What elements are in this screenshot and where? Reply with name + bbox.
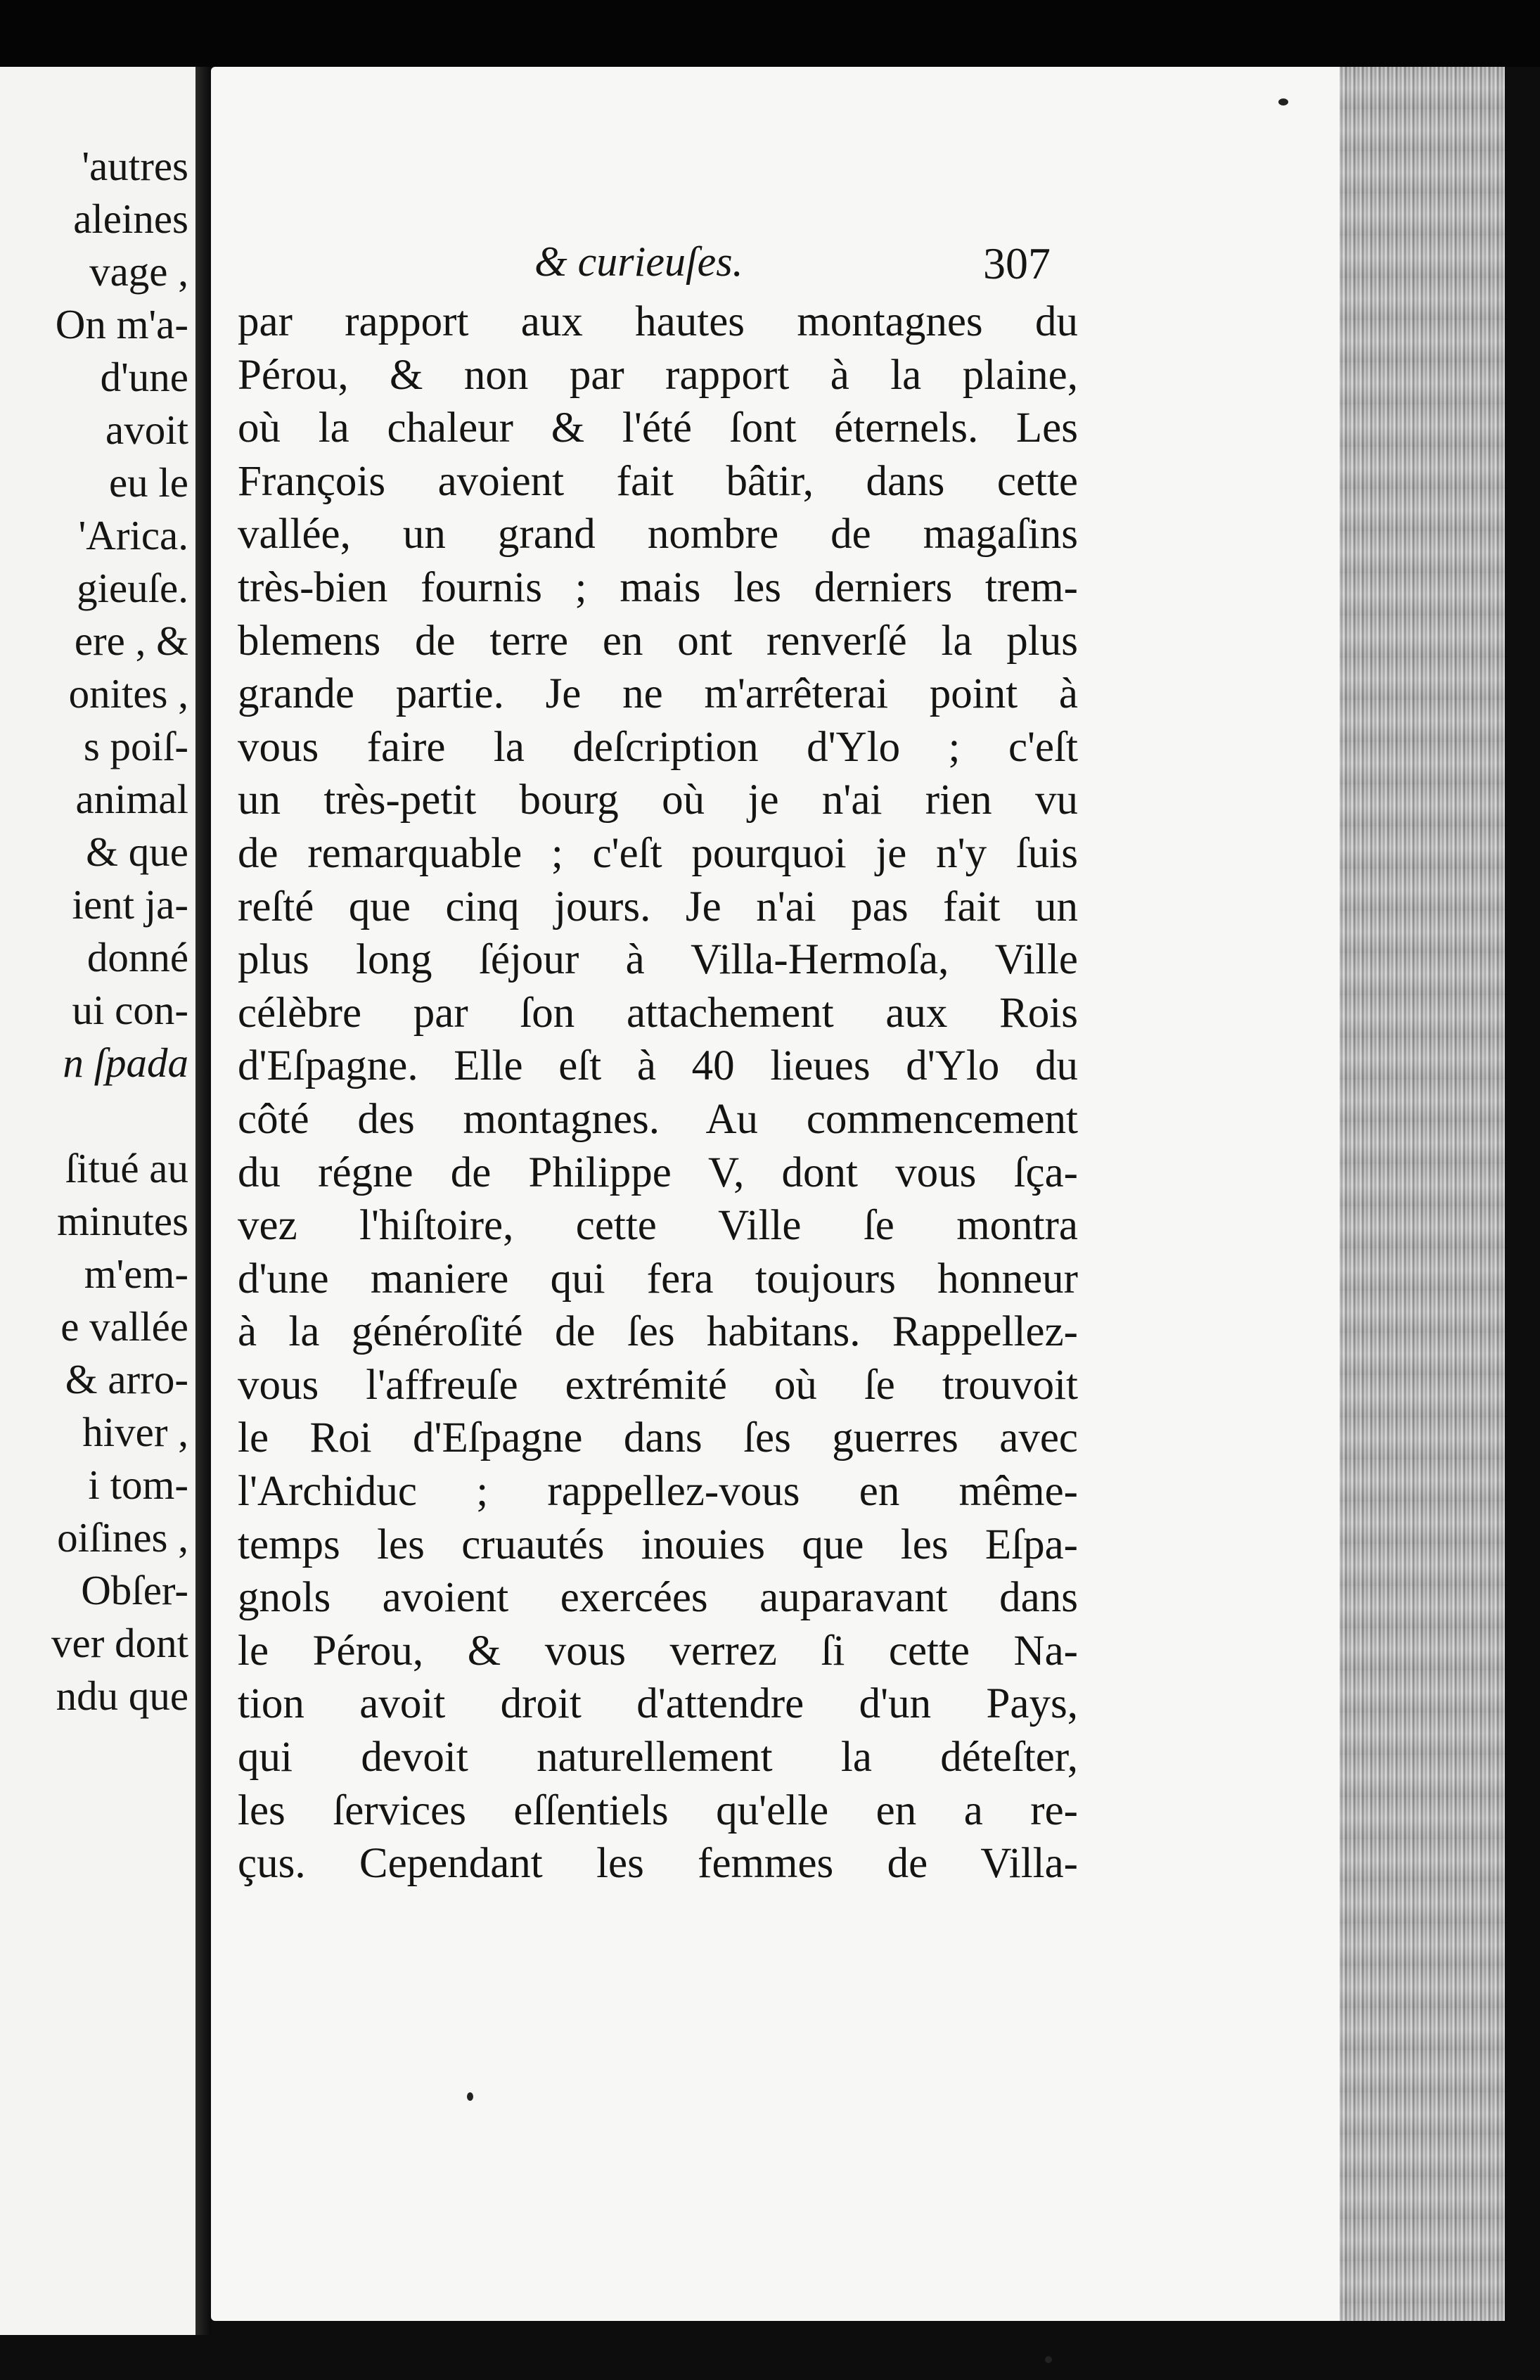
text-line: d'Eſpagne. Elle eſt à 40 lieues d'Ylo du [238, 1042, 1078, 1090]
text-line: qui devoit naturellement la déteſter, [238, 1734, 1078, 1781]
facing-line: ere , & [74, 618, 188, 664]
text-line: de remarquable ; c'eſt pourquoi je n'y ſuis [238, 829, 1078, 877]
facing-line: onites , [68, 670, 188, 717]
facing-line: & que [86, 828, 188, 875]
facing-line: hiver , [82, 1409, 188, 1455]
facing-line: ſitué au [65, 1145, 188, 1191]
text-line: Pérou, & non par rapport à la plaine, [238, 351, 1078, 399]
text-line: vous l'affreuſe extrémité où ſe trouvoit [238, 1361, 1078, 1409]
facing-line: Obſer- [81, 1567, 188, 1613]
facing-line: ndu que [56, 1672, 188, 1719]
facing-line: minutes [57, 1198, 188, 1244]
text-line: reſté que cinq jours. Je n'ai pas fait un [238, 883, 1078, 930]
facing-line: animal [75, 776, 188, 822]
text-line: gnols avoient exercées auparavant dans [238, 1574, 1078, 1622]
text-line: célèbre par ſon attachement aux Rois [238, 989, 1078, 1037]
book-gutter [195, 67, 211, 2335]
text-line: un très-petit bourg où je n'ai rien vu [238, 776, 1078, 824]
facing-line: ient ja- [72, 881, 188, 928]
text-line: vez l'hiſtoire, cette Ville ſe montra [238, 1202, 1078, 1250]
text-line: vallée, un grand nombre de magaſins [238, 511, 1078, 558]
facing-line: 'Arica. [78, 512, 188, 558]
facing-line: vage , [89, 248, 188, 295]
facing-line: eu le [108, 459, 188, 506]
text-line: çus. Cependant les femmes de Villa- [238, 1840, 1078, 1888]
facing-line: d'une [100, 354, 188, 400]
scan-speck [1045, 2356, 1052, 2363]
scan-speck [1278, 98, 1288, 105]
facing-line: ui con- [72, 987, 188, 1033]
facing-line: oiſines , [57, 1514, 188, 1561]
scan-speck [467, 2092, 473, 2101]
text-line: le Pérou, & vous verrez ſi cette Na- [238, 1627, 1078, 1675]
text-line: vous faire la deſcription d'Ylo ; c'eſt [238, 723, 1078, 771]
page-number: 307 [983, 238, 1051, 288]
text-line: temps les cruautés inouies que les Eſpa- [238, 1521, 1078, 1568]
body-text [238, 295, 1078, 1890]
facing-page [0, 67, 195, 2335]
text-line: où la chaleur & l'été ſont éternels. Les [238, 404, 1078, 452]
facing-line: avoit [105, 407, 188, 453]
text-line: plus long ſéjour à Villa-Hermoſa, Ville [238, 936, 1078, 984]
text-line: blemens de terre en ont renverſé la plus [238, 617, 1078, 665]
text-line: les ſervices eſſentiels qu'elle en a re- [238, 1786, 1078, 1834]
text-line: grande partie. Je ne m'arrêterai point à [238, 670, 1078, 718]
text-line: d'une maniere qui fera toujours honneur [238, 1255, 1078, 1303]
facing-line: aleines [73, 196, 188, 242]
facing-line: 'autres [82, 143, 188, 189]
facing-line: ver dont [51, 1620, 188, 1666]
text-line: à la généroſité de ſes habitans. Rappellez- [238, 1308, 1078, 1356]
text-line: tion avoit droit d'attendre d'un Pays, [238, 1680, 1078, 1728]
text-line: très-bien fournis ; mais les derniers trem- [238, 563, 1078, 611]
facing-line: s poiſ- [83, 723, 188, 769]
facing-line: On m'a- [55, 301, 188, 347]
text-line: par rapport aux hautes montagnes du [238, 298, 1078, 345]
scan-top-border [0, 0, 1540, 67]
page-fore-edge [1340, 67, 1505, 2321]
text-line: François avoient fait bâtir, dans cette [238, 457, 1078, 505]
facing-line: e vallée [60, 1303, 188, 1350]
facing-line: i tom- [88, 1461, 188, 1508]
facing-line: donné [86, 934, 188, 980]
facing-line: & arro- [65, 1356, 188, 1402]
facing-line: m'em- [84, 1250, 188, 1297]
running-title: & curieuſes. [534, 238, 743, 285]
text-line: le Roi d'Eſpagne dans ſes guerres avec [238, 1414, 1078, 1462]
text-line: côté des montagnes. Au commencement [238, 1095, 1078, 1143]
text-line: du régne de Philippe V, dont vous ſça- [238, 1149, 1078, 1196]
text-line: l'Archiduc ; rappellez-vous en même- [238, 1468, 1078, 1516]
facing-line: gieuſe. [77, 565, 188, 611]
facing-line: n ſpada [63, 1039, 188, 1086]
